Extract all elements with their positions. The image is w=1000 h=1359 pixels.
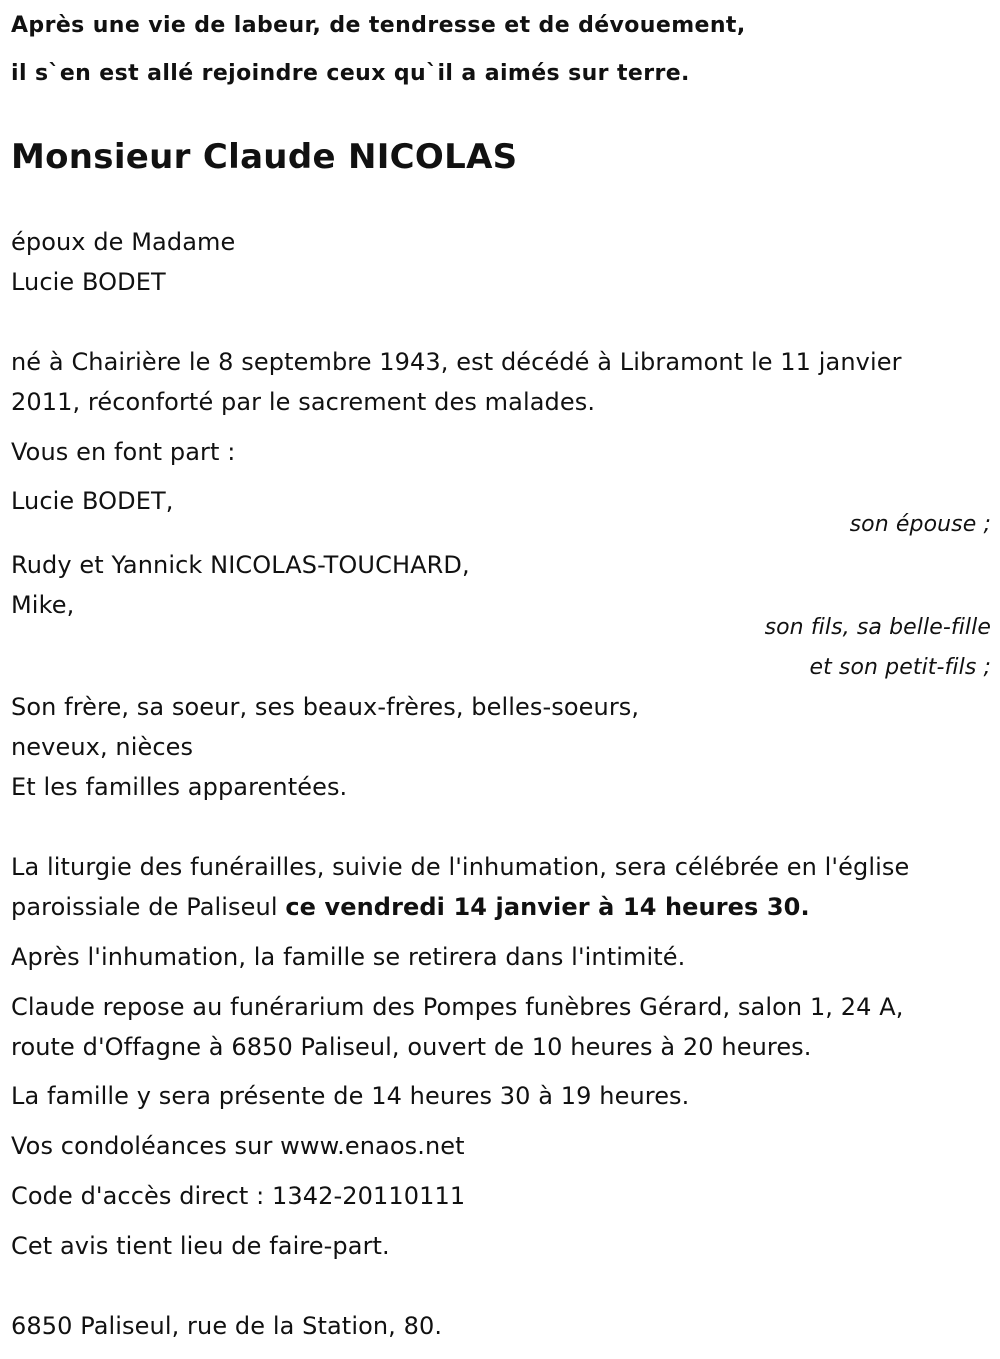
family-name-grandson: Mike, bbox=[11, 591, 75, 619]
intro-line-1: Après une vie de labeur, de tendresse et de dévouement, bbox=[11, 13, 746, 38]
deceased-name: Monsieur Claude NICOLAS bbox=[11, 137, 518, 177]
birth-death-line-1: né à Chairière le 8 septembre 1943, est décédé à Libramont le 11 janvier bbox=[11, 348, 902, 376]
family-name-spouse: Lucie BODET, bbox=[11, 487, 174, 515]
others-line-1: Son frère, sa soeur, ses beaux-frères, belles-soeurs, bbox=[11, 693, 640, 721]
family-name-son: Rudy et Yannick NICOLAS-TOUCHARD, bbox=[11, 551, 470, 579]
repose-line-1: Claude repose au funérarium des Pompes funèbres Gérard, salon 1, 24 A, bbox=[11, 993, 904, 1021]
funeral-place: paroissiale de Paliseul bbox=[11, 893, 278, 921]
access-code: Code d'accès direct : 1342-20110111 bbox=[11, 1182, 466, 1210]
birth-death-line-2: 2011, réconforté par le sacrement des malades. bbox=[11, 388, 596, 416]
intro-line-2: il s`en est allé rejoindre ceux qu`il a aimés sur terre. bbox=[11, 61, 690, 86]
after-burial: Après l'inhumation, la famille se retirera dans l'intimité. bbox=[11, 943, 686, 971]
repose-line-2: route d'Offagne à 6850 Paliseul, ouvert de 10 heures à 20 heures. bbox=[11, 1033, 812, 1061]
funeral-line-2 bbox=[11, 887, 810, 927]
spouse-line-1: époux de Madame bbox=[11, 228, 236, 256]
notice-statement: Cet avis tient lieu de faire-part. bbox=[11, 1232, 390, 1260]
address: 6850 Paliseul, rue de la Station, 80. bbox=[11, 1312, 443, 1340]
family-relation-son: son fils, sa belle-fille bbox=[764, 615, 991, 640]
others-line-3: Et les familles apparentées. bbox=[11, 773, 348, 801]
condolences: Vos condoléances sur www.enaos.net bbox=[11, 1132, 465, 1160]
family-presence: La famille y sera présente de 14 heures 30 à 19 heures. bbox=[11, 1082, 690, 1110]
funeral-date: ce vendredi 14 janvier à 14 heures 30. bbox=[285, 893, 810, 921]
announcement-intro: Vous en font part : bbox=[11, 438, 236, 466]
family-relation-grandson: et son petit-fils ; bbox=[809, 655, 991, 680]
funeral-line-1: La liturgie des funérailles, suivie de l'inhumation, sera célébrée en l'église bbox=[11, 853, 910, 881]
family-relation-spouse: son épouse ; bbox=[849, 512, 991, 537]
others-line-2: neveux, nièces bbox=[11, 733, 194, 761]
spouse-line-2: Lucie BODET bbox=[11, 268, 166, 296]
